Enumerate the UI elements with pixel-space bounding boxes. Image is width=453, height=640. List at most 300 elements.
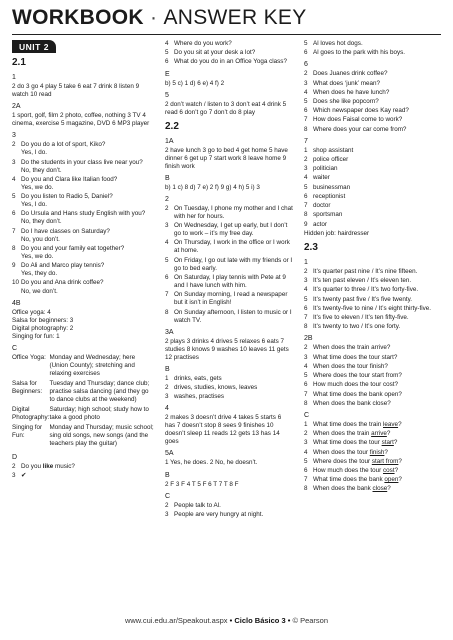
item-text-bold: like [42, 462, 54, 470]
item-text: Does she like popcorn? [313, 97, 379, 105]
list-item [304, 458, 442, 466]
item-text: Where does your car come from? [313, 125, 407, 133]
list-item [165, 384, 293, 392]
item-text-underlined: start [381, 439, 394, 447]
item-number: 3 [12, 158, 16, 166]
item-number: 6 [304, 304, 308, 312]
exercise-6-label: 6 [304, 61, 308, 69]
item-answer: No, you don’t. [21, 235, 60, 243]
list-item [165, 375, 293, 383]
item-text: People are very hungry at night. [174, 510, 264, 518]
item-number: 2 [304, 344, 308, 352]
item-text-post: ? [386, 430, 391, 438]
page-title [12, 6, 307, 30]
exercise-2-list [165, 205, 293, 325]
item-text: It’s twenty past five / It’s five twenty. [313, 295, 413, 303]
exercise-3-label: 3 [12, 132, 16, 140]
item-text: On Sunday afternoon, I listen to music or I watch TV. [174, 308, 292, 324]
list-item: Singing for fun: 1 [12, 332, 60, 340]
item-answer: No, they don’t. [21, 218, 62, 226]
exercise-2a-answers: 1 sport, golf, film 2 photo, coffee, nothing 3 TV 4 cinema, exercise 5 magazine, DVD 6 MP3 player [12, 112, 150, 128]
list-item [12, 262, 154, 278]
item-number: 2 [12, 462, 16, 470]
list-item [304, 323, 442, 331]
column-1 [12, 40, 154, 481]
item-number: 6 [304, 49, 308, 57]
item-text: What do you do in an Office Yoga class? [174, 58, 287, 66]
exercise-5-label: 5 [165, 91, 169, 99]
item-text: police officer [313, 155, 349, 163]
item-text [313, 449, 442, 457]
item-number: 6 [165, 58, 169, 66]
item-text-underlined: cost [383, 466, 395, 474]
exercise-1a-answers: 2 have lunch 3 go to bed 4 get home 5 have dinner 6 get up 7 start work 8 leave home 9 finish work [165, 146, 288, 170]
exercise-2c-label: C [304, 411, 310, 419]
list-item [165, 291, 293, 307]
list-item [304, 184, 442, 192]
item-question: Do you do a lot of sport, Kiko? [21, 141, 106, 149]
item-number: 1 [304, 146, 308, 154]
list-item [304, 476, 442, 484]
item-text [21, 463, 154, 471]
item-number: 7 [165, 291, 169, 299]
table-cell-details: Tuesday and Thursday; dance club; practise salsa dancing (and they go to dance clubs at the weekend) [49, 379, 150, 403]
exercise-4-answers: 2 makes 3 doesn’t drive 4 takes 5 starts 6 has 7 doesn’t stop 8 sees 9 finishes 10 doesn’t sleep 11 reads 12 gets 13 has 14 goes [165, 414, 282, 446]
list-item [304, 400, 442, 408]
item-text: Where does the tour start from? [313, 372, 402, 380]
item-text: Which newspaper does Kay read? [313, 107, 409, 115]
exercise-5b-answers: 2 F 3 F 4 T 5 F 6 T 7 T 8 F [165, 480, 239, 488]
table-row [12, 354, 154, 380]
list-item [304, 202, 442, 210]
list-item [304, 70, 442, 78]
item-text: doctor [313, 202, 331, 210]
item-number: 5 [304, 457, 308, 465]
list-item [304, 156, 442, 164]
item-question: Do I have classes on Saturday? [21, 227, 110, 235]
item-number: 3 [304, 353, 308, 361]
exercise-e-answers: b) 5 c) 1 d) 6 e) 4 f) 2 [165, 79, 225, 87]
item-answer: Yes, we do. [21, 252, 54, 260]
item-text-underlined: open [384, 476, 399, 484]
footer-url: www.cui.edu.ar/Speakout.aspx [124, 616, 228, 625]
item-text: waiter [313, 174, 330, 182]
item-number: 1 [165, 374, 169, 382]
item-text-post: ? [398, 420, 402, 428]
item-number: 2 [304, 70, 308, 78]
item-number: 2 [304, 267, 308, 275]
exercise-5a-answers: 1 Yes, he does. 2 No, he doesn’t. [165, 459, 258, 467]
list-item [304, 363, 442, 371]
item-text: It’s twenty to two / It’s one forty. [313, 323, 401, 331]
list-item: Office yoga: 4 [12, 308, 51, 316]
list-item [165, 511, 293, 519]
list-item [165, 239, 293, 255]
section-2-1-heading: 2.1 [12, 57, 26, 69]
exercise-3a-answers: 2 plays 3 drinks 4 drives 5 relaxes 6 eats 7 studies 8 knows 9 washes 10 leaves 11 gets 12 practises [165, 337, 289, 361]
exercise-3a-label: 3A [165, 328, 174, 336]
item-question: Do you and Clara like Italian food? [21, 175, 118, 183]
item-answer: Yes, we do. [21, 183, 54, 191]
item-text: drives, studies, knows, leaves [174, 384, 258, 391]
item-question: Do you listen to Radio 5, Daniel? [21, 193, 113, 201]
column-2 [165, 40, 293, 520]
exercise-1-times-list [304, 268, 442, 331]
item-number: 7 [304, 476, 308, 484]
list-item [12, 176, 154, 192]
item-text: What time does the bank open? [313, 390, 402, 398]
item-number: 3 [165, 393, 169, 401]
exercise-3-list [12, 141, 154, 295]
item-number: 9 [304, 220, 308, 228]
item-text: On Friday, I go out late with my friends or I go to bed early. [174, 256, 293, 272]
item-answer: No, we don’t. [21, 287, 58, 295]
item-number: 8 [165, 308, 169, 316]
item-text: On Sunday morning, I read a newspaper but it isn’t in English! [174, 291, 288, 307]
item-number: 2 [165, 501, 169, 509]
item-number: 5 [304, 372, 308, 380]
exercise-d-continued-list [165, 40, 293, 67]
footer-bullet: • [229, 616, 233, 625]
list-item [12, 228, 154, 244]
exercise-2b-list [304, 344, 442, 407]
item-number: 3 [12, 472, 16, 479]
exercise-2b-label: 2B [304, 335, 313, 343]
item-number: 6 [165, 273, 169, 281]
exercise-e-label: E [165, 70, 170, 78]
item-number: 3 [165, 510, 169, 518]
list-item [304, 80, 442, 88]
list-item: Salsa for beginners: 3 [12, 316, 74, 324]
item-text-pre: How much does the tour [313, 466, 384, 474]
list-item [304, 268, 442, 276]
item-number: 2 [304, 155, 308, 163]
item-text: businessman [313, 183, 351, 191]
list-item [304, 485, 442, 493]
column-3 [304, 40, 442, 495]
exercise-d-label: D [12, 453, 18, 461]
item-number: 2 [165, 384, 169, 391]
item-text [313, 439, 442, 447]
item-number: 3 [304, 439, 308, 447]
item-text: When does the tour finish? [313, 362, 388, 370]
table-cell-details: Monday and Thursday; music school; sing old songs, new songs (and the teachers play the guitar) [49, 423, 154, 447]
item-text-pre: When does the bank [313, 485, 373, 493]
table-row [12, 424, 154, 450]
exercise-3b-list [165, 375, 293, 402]
list-item [304, 391, 442, 399]
title-workbook: WORKBOOK [12, 6, 144, 29]
exercise-5c-continued-list [304, 40, 442, 57]
unit-badge: UNIT 2 [12, 40, 56, 53]
item-text: On Wednesday, I get up early, but I don’t go to work – it’s my free day. [174, 222, 288, 238]
item-number: 6 [304, 192, 308, 200]
item-text: Where do you work? [174, 40, 232, 47]
list-item [304, 107, 442, 115]
item-number: 3 [304, 79, 308, 87]
item-text: What does ‘junk’ mean? [313, 79, 380, 87]
item-number: 1 [304, 420, 308, 428]
item-number: 4 [165, 40, 169, 47]
item-number: 2 [304, 430, 308, 438]
item-text-pre: Where does the tour [313, 457, 372, 465]
item-number: 7 [12, 227, 16, 235]
list-item [304, 89, 442, 97]
list-item [304, 354, 442, 362]
list-item [304, 430, 442, 438]
exercise-1-label-2-3: 1 [304, 258, 308, 266]
list-item [304, 305, 442, 313]
exercise-1-answers: 2 do 3 go 4 play 5 take 6 eat 7 drink 8 listen 9 watch 10 read [12, 83, 140, 99]
item-number: 6 [304, 466, 308, 474]
exercise-7-list [304, 147, 442, 229]
item-text-underlined: finish [369, 448, 385, 456]
exercise-d-list [12, 463, 154, 480]
item-text-underlined: arrive [371, 430, 387, 438]
item-text-pre: When does the train [313, 430, 372, 438]
exercise-1-label: 1 [12, 74, 16, 82]
page-footer [0, 616, 453, 625]
item-answer: Yes, I do. [21, 149, 48, 157]
item-number: 8 [304, 485, 308, 493]
exercise-2a-label: 2A [12, 103, 21, 111]
item-number: 2 [165, 204, 169, 212]
item-number: 4 [304, 448, 308, 456]
list-item [304, 221, 442, 229]
item-text: Does Juanes drink coffee? [313, 70, 388, 78]
list-item [304, 40, 442, 48]
item-number: 4 [304, 88, 308, 96]
list-item [304, 296, 442, 304]
table-cell-details: Saturday; high school; study how to take a good photo [49, 405, 149, 421]
item-question: Do Ursula and Hans study English with you? [21, 210, 146, 218]
item-text: It’s ten past eleven / It’s eleven ten. [313, 277, 412, 285]
item-text: politician [313, 165, 338, 173]
item-number: 6 [304, 381, 308, 389]
list-item [304, 174, 442, 182]
item-text: drinks, eats, gets [174, 374, 222, 382]
item-question: Do the students in your class live near you? [21, 158, 143, 166]
item-text-underlined: close [372, 485, 388, 493]
title-answer-key: ANSWER KEY [163, 6, 307, 29]
item-question: Do you and Ana drink coffee? [21, 279, 104, 287]
item-number: 4 [165, 239, 169, 247]
exercise-4b-label: 4B [12, 299, 21, 307]
list-item [12, 141, 154, 157]
item-text-pre: When does the tour [313, 448, 370, 456]
item-number: 10 [12, 279, 20, 287]
list-item [165, 205, 293, 221]
footer-publisher: © Pearson [292, 616, 329, 625]
item-number: 4 [304, 362, 308, 370]
item-text-post: ? [394, 466, 399, 474]
list-item: Digital photography: 2 [12, 324, 74, 332]
list-item [304, 467, 442, 475]
item-number: 3 [165, 222, 169, 230]
list-item [165, 40, 293, 48]
header-rule [12, 34, 441, 35]
item-text: When does the train arrive? [313, 344, 391, 352]
list-item [165, 58, 293, 66]
exercise-5a-label: 5A [165, 450, 174, 458]
item-text: How does Faisal come to work? [313, 116, 403, 124]
item-number: 5 [304, 40, 308, 47]
item-question: Do you and your family eat together? [21, 244, 125, 252]
item-number: 6 [304, 107, 308, 115]
item-text: actor [313, 220, 327, 228]
item-number: 3 [304, 277, 308, 285]
footer-bullet-2: • [287, 616, 291, 625]
item-number: 8 [12, 244, 16, 252]
item-number: 8 [304, 399, 308, 407]
list-item [304, 277, 442, 285]
item-number: 7 [304, 314, 308, 322]
item-text: People talk to Al. [174, 501, 221, 509]
table-cell-details: Monday and Wednesday; here (Union County); stretching and relaxing exercises [49, 353, 136, 377]
item-text: It’s quarter to three / It’s two forty-five. [313, 286, 419, 294]
table-cell-class: Digital Photography: [12, 405, 50, 421]
hidden-job-answer: Hidden job: hairdresser [304, 229, 370, 237]
exercise-1b-answers: b) 1 c) 8 d) 7 e) 2 f) 9 g) 4 h) 5 i) 3 [165, 183, 260, 191]
item-text-post: ? [398, 476, 402, 484]
footer-course: Ciclo Básico 3 [234, 616, 286, 625]
item-number: 5 [12, 193, 16, 201]
item-text: Al goes to the park with his boys. [313, 49, 406, 57]
exercise-2-label: 2 [165, 195, 169, 203]
item-text [313, 476, 442, 484]
exercise-5c-label: C [165, 492, 171, 500]
list-item [165, 222, 293, 238]
item-text [313, 467, 442, 475]
exercise-5b-label: B [165, 471, 170, 479]
list-item [165, 274, 293, 290]
list-item [304, 147, 442, 155]
item-text-post: ? [387, 485, 391, 493]
item-text: When does the bank close? [313, 399, 391, 407]
list-item [304, 211, 442, 219]
list-item [12, 159, 154, 175]
list-item [12, 463, 154, 471]
table-row [12, 406, 154, 424]
item-text [313, 458, 442, 466]
item-text: sportsman [313, 211, 343, 219]
table-cell-class: Singing for Fun: [12, 423, 43, 439]
table-cell-class: Office Yoga: [12, 353, 46, 361]
item-text [21, 472, 154, 480]
item-text-pre: Do you [21, 462, 43, 470]
list-item [12, 279, 154, 295]
list-item [165, 257, 293, 273]
list-item [165, 49, 293, 57]
list-item [304, 372, 442, 380]
item-text [313, 430, 442, 438]
table-row [12, 380, 154, 406]
item-answer: No, they don’t. [21, 166, 62, 174]
list-item [165, 309, 293, 325]
item-number: 7 [304, 202, 308, 210]
item-text-underlined: leave [383, 420, 399, 428]
list-item [304, 421, 442, 429]
item-number: 8 [304, 323, 308, 331]
exercise-1a-label: 1A [165, 137, 174, 145]
item-text: When does he have lunch? [313, 88, 390, 96]
item-number: 4 [12, 175, 16, 183]
item-text-post: music? [53, 462, 75, 470]
item-text: Al loves hot dogs. [313, 40, 363, 47]
item-text: It’s quarter past nine / It’s nine fifteen. [313, 267, 418, 275]
exercise-7-label: 7 [304, 137, 308, 145]
item-text: receptionist [313, 192, 346, 200]
list-item [304, 49, 442, 57]
item-text-pre: What time does the tour [313, 439, 382, 447]
list-item [12, 193, 154, 209]
list-item [304, 165, 442, 173]
item-number: 5 [304, 183, 308, 191]
item-number: 7 [304, 390, 308, 398]
item-number: 9 [12, 262, 16, 270]
exercise-2c-list [304, 421, 442, 494]
item-number: 6 [12, 210, 16, 218]
list-item [165, 502, 293, 510]
list-item [12, 245, 154, 261]
item-number: 3 [304, 165, 308, 173]
item-text-pre: What time does the train [313, 420, 383, 428]
item-number: 5 [304, 97, 308, 105]
list-item [12, 472, 154, 480]
item-text [313, 421, 442, 429]
item-number: 8 [304, 211, 308, 219]
list-item [304, 439, 442, 447]
item-number: 5 [165, 49, 169, 57]
item-text [313, 485, 442, 493]
exercise-1b-label: B [165, 174, 170, 182]
item-text: On Thursday, I work in the office or I work at home. [174, 239, 290, 255]
item-text: How much does the tour cost? [313, 381, 399, 389]
item-number: 2 [12, 141, 16, 149]
item-text: On Tuesday, I phone my mother and I chat with her for hours. [174, 204, 293, 220]
list-item [304, 344, 442, 352]
item-number: 8 [304, 125, 308, 133]
section-2-3-heading: 2.3 [304, 241, 318, 253]
exercise-5-answers: 2 don’t watch / listen to 3 don’t eat 4 drink 5 read 6 don’t go 7 don’t do 8 play [165, 100, 287, 116]
exercise-c-label: C [12, 344, 18, 352]
item-text: On Saturday, I play tennis with Pete at 9 and I have lunch with him. [174, 273, 286, 290]
list-item [304, 449, 442, 457]
exercise-4b-list [12, 309, 154, 341]
item-text-pre: ✔ [21, 472, 27, 479]
item-text-post: ? [398, 457, 402, 465]
exercise-5c-list [165, 502, 293, 519]
item-text: Do you sit at your desk a lot? [174, 49, 256, 57]
item-text: It’s five to eleven / It’s ten fifty-five. [313, 314, 409, 322]
table-cell-class: Salsa for Beginners: [12, 379, 43, 395]
list-item [304, 286, 442, 294]
exercise-4-label: 4 [165, 405, 169, 413]
item-text: washes, practises [174, 393, 225, 401]
item-question: Do Ali and Marco play tennis? [21, 262, 105, 270]
item-text: shop assistant [313, 146, 354, 154]
list-item [12, 210, 154, 226]
item-answer: Yes, I do. [21, 201, 48, 209]
item-answer: Yes, they do. [21, 270, 58, 278]
exercise-3b-label: B [165, 365, 170, 373]
item-number: 5 [165, 256, 169, 264]
item-text-post: ? [384, 448, 388, 456]
class-schedule-table [12, 354, 154, 450]
item-text-pre: What time does the bank [313, 476, 385, 484]
title-separator: · [150, 6, 158, 29]
item-text: It’s twenty-five to nine / It’s eight thirty-five. [313, 304, 432, 312]
